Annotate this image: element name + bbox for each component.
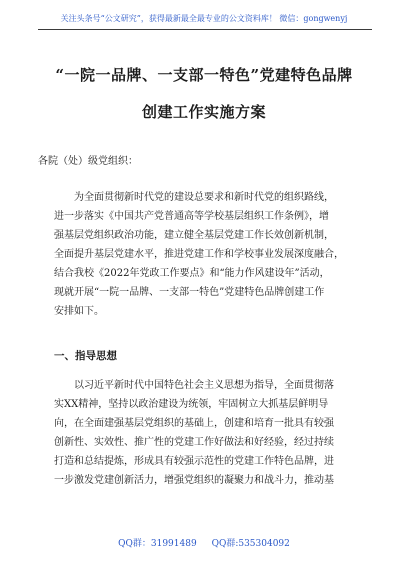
header-promo-text: 关注头条号“公文研究”，获得最新最全最专业的公文资料库！ 微信：gongwenyj [60,14,348,23]
page-footer [0,538,408,550]
footer-qq-group-2: QQ群:535304092 [211,539,290,549]
paragraph-line: 打造和总结提炼，形成具有较强示范性的党建工作特色品牌，进 [54,456,334,467]
footer-qq-group-1: QQ群：31991489 [118,539,197,549]
header-divider [38,29,372,30]
paragraph-line: 为全面贯彻新时代党的建设总要求和新时代党的组织路线， [74,192,334,203]
document-title-line-2: 创建工作实施方案 [141,103,266,121]
paragraph-line: 实XX精神，坚持以政治建设为统领，牢固树立大抓基层鲜明导 [54,399,329,410]
paragraph-line: 安排如下。 [54,306,104,317]
document-title-line-1: “一院一品牌、一支部一特色”党建特色品牌 [55,66,353,84]
paragraph-line: 向，在全面建强基层党组织的基础上，创建和培育一批具有较强 [54,418,334,429]
paragraph-line: 现就开展“一院一品牌、一支部一特色”党建特色品牌创建工作 [54,287,325,298]
intro-paragraph [54,188,354,340]
section-heading: 一、指导思想 [54,350,117,362]
section-paragraph [54,376,354,536]
paragraph-line: 全面提升基层党建水平，推进党建工作和学校事业发展深度融合， [54,249,344,260]
paragraph-line: 一步激发党建创新活力，增强党组织的凝聚力和战斗力，推动基 [54,475,334,486]
paragraph-line: 强基层党组织政治功能，建立健全基层党建工作长效创新机制， [54,230,334,241]
paragraph-line: 进一步落实《中国共产党普通高等学校基层组织工作条例》，增 [54,211,329,222]
salutation: 各院（处）级党组织： [38,156,138,167]
paragraph-line: 结合我校《2022年党政工作要点》和“能力作风建设年”活动， [54,268,330,279]
paragraph-line: 以习近平新时代中国特色社会主义思想为指导，全面贯彻落 [74,380,334,391]
paragraph-line: 创新性、实效性、推广性的党建工作好做法和好经验，经过持续 [54,437,334,448]
